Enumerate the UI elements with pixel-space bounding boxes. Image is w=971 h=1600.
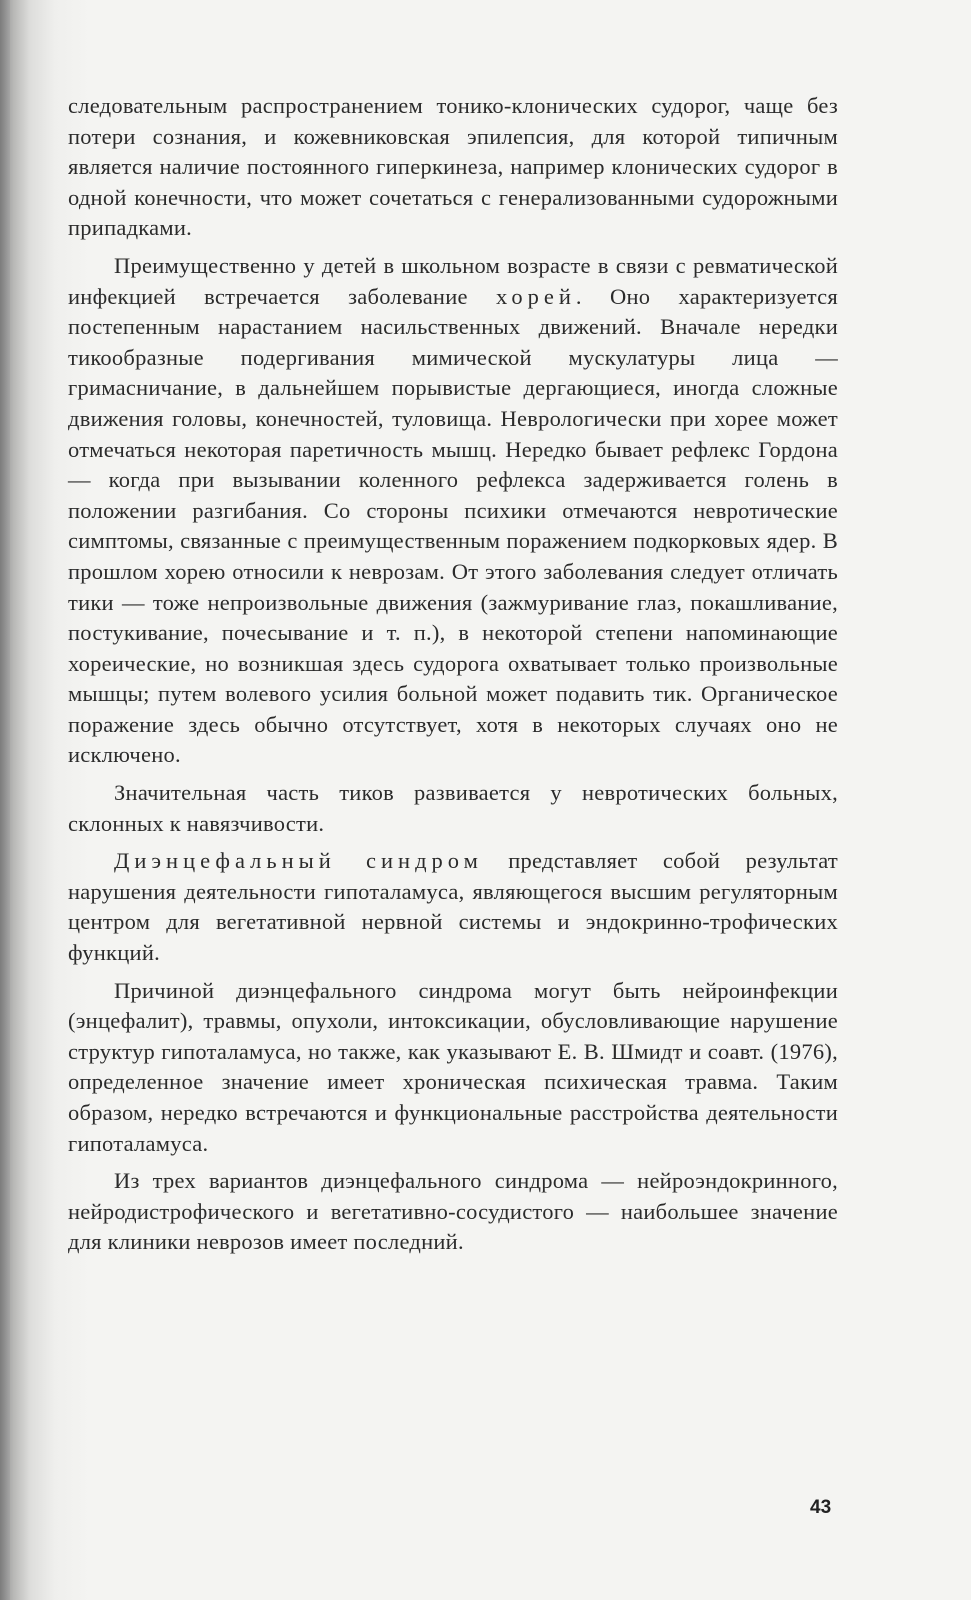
term-chorea: хорей <box>495 283 576 309</box>
paragraph-4: Диэнцефальный синдром представляет собой результат нарушения деятельности гипоталамуса, являющегося высшим регуляторным центром для вегетативной нервной системы и эндокринно-трофических функций. <box>68 848 838 966</box>
term-diencephalic-syndrome: Диэнцефальный синдром <box>114 848 483 874</box>
paragraph-3: Значительная часть тиков развивается у невротических больных, склонных к навязчивости. <box>68 780 838 836</box>
paragraph-1: следовательным распространением тонико-клонических судорог, чаще без потери сознания, и кожевниковская эпилепсия, для которой типичным является наличие постоянного гиперкинеза, например клонических судорог в одной конечности, что может сочетаться с генерализованными судорожными припадками. <box>68 93 838 241</box>
page-body-text <box>68 91 838 1265</box>
paragraph-2: Преимущественно у детей в школьном возрасте в связи с ревматической инфекцией встречается заболевание хорей. Оно характеризуется постепенным нарастанием насильственных движений. Вначале нередки тикообразные подергивания мимической мускулатуры лица — гримасничание, в дальнейшем порывистые дергающиеся, иногда сложные движения головы, конечностей, туловища. Неврологически при хорее может отмечаться некоторая паретичность мышц. Нередко бывает рефлекс Гордона — когда при вызывании коленного рефлекса задерживается голень в положении разгибания. Со стороны психики отмечаются невротические симптомы, связанные с преимущественным поражением подкорковых ядер. В прошлом хорею относили к неврозам. От этого заболевания следует отличать тики — тоже непроизвольные движения (зажмуривание глаз, покашливание, постукивание, почесывание и т. п.), в некоторой степени напоминающие хореические, но возникшая здесь судорога охватывает только произвольные мышцы; путем волевого усилия больной может подавить тик. Органическое поражение здесь обычно отсутствует, хотя в некоторых случаях оно не исключено. <box>68 252 838 768</box>
paragraph-6: Из трех вариантов диэнцефального синдрома — нейроэндокринного, нейродистрофического и вегетативно-сосудистого — наибольшее значение для клиники неврозов имеет последний. <box>68 1168 838 1255</box>
page-number: 43 <box>810 1497 832 1518</box>
book-spine-shadow <box>0 0 10 1600</box>
paragraph-5: Причиной диэнцефального синдрома могут быть нейроинфекции (энцефалит), травмы, опухоли, интоксикации, обусловливающие нарушение структур гипоталамуса, но также, как указывают Е. В. Шмидт и соавт. (1976), определенное значение имеет хроническая психическая травма. Таким образом, нередко встречаются и функциональные расстройства деятельности гипоталамуса. <box>68 977 838 1156</box>
